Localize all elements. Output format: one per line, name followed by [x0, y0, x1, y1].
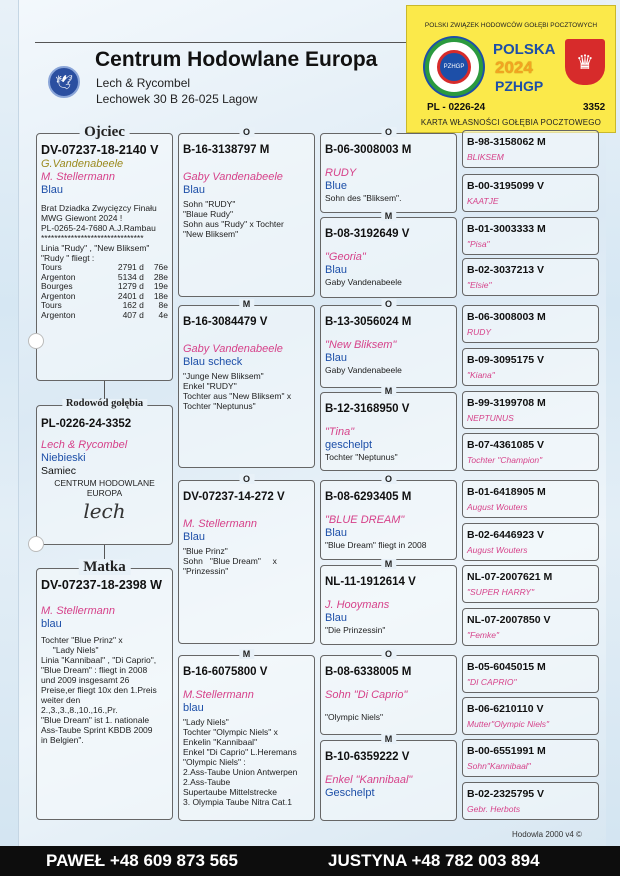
father-line-1: Linia "Rudy" , "New Bliksem" [41, 243, 150, 253]
gen3-tag: M [381, 211, 397, 221]
mother-text: Ass-Taube Sprint KBDB 2009 [41, 725, 153, 735]
stamp-ring: PL - 0226-24 [427, 102, 486, 113]
gen4-ring: B-02-3037213 V [467, 264, 545, 276]
table-row: Bourges 1279 d 19e [41, 281, 168, 291]
gen3-card [320, 649, 457, 735]
gen2-ring: B-16-3084479 V [183, 316, 268, 328]
gen4-name: "Elsie" [467, 280, 492, 290]
gen4-ring: NL-07-2007621 M [467, 571, 553, 583]
gen4-card [462, 258, 599, 296]
father-breeder-1: G.Vandenabeele [41, 158, 124, 170]
table-row: Tours 2791 d 76e [41, 262, 168, 272]
gen2-ring: B-16-6075800 V [183, 666, 268, 678]
gen4-card [462, 391, 599, 429]
pigeon-color: Niebieski [41, 452, 86, 464]
club-logo-icon: 🕊 [48, 66, 80, 98]
mother-tag: Matka [78, 559, 131, 575]
gen4-card [462, 217, 599, 255]
gen3-tag: O [381, 474, 396, 484]
stamp-short: PZHGP [495, 78, 544, 94]
gen3-text: Gaby Vandenabeele [325, 277, 402, 287]
gen2-color: Blau [183, 184, 206, 196]
father-breeder-2: M. Stellermann [41, 171, 115, 183]
gen3-color: Blau [325, 264, 348, 276]
breeder-name: Lech & Rycombel [96, 76, 191, 90]
table-row: Argenton 2401 d 18e [41, 290, 168, 301]
gen3-color: Blau [325, 527, 348, 539]
mother-breeder: M. Stellermann [41, 605, 115, 617]
father-ring: DV-07237-18-2140 V [41, 143, 159, 157]
gen3-breeder: "Tina" [325, 426, 355, 438]
father-line-2: "Rudy " fliegt : [41, 253, 95, 263]
gen3-ring: B-13-3056024 M [325, 316, 412, 328]
gen3-card [320, 299, 457, 388]
gen2-text: Supertaube Mittelstrecke [183, 787, 278, 797]
gen3-tag: O [381, 127, 396, 137]
gen2-text: "Prinzessin" [183, 566, 229, 576]
gen4-card [462, 523, 599, 561]
gen4-card [462, 433, 599, 471]
breeder-address: Lechowek 30 B 26-025 Lagow [96, 92, 258, 106]
polish-eagle-icon: ♛ [565, 39, 605, 85]
gen2-card [178, 649, 315, 821]
mother-ring: DV-07237-18-2398 W [41, 578, 162, 592]
gen2-text: "Olympic Niels" : [183, 757, 246, 767]
father-results-table [41, 263, 168, 320]
gen2-text: Enkel "Di Caprio" L.Heremans [183, 747, 297, 757]
gen2-tag: M [239, 649, 255, 659]
gen4-ring: B-00-6551991 M [467, 745, 546, 757]
gen2-text: Sohn aus "Rudy" x Tochter [183, 219, 284, 229]
gen4-card [462, 655, 599, 693]
gen3-color: Blau [325, 612, 348, 624]
gen4-card [462, 782, 599, 820]
mother-text: "Lady Niels" [41, 645, 99, 655]
gen3-breeder: "Georia" [325, 251, 366, 263]
gen2-breeder: Gaby Vandenabeele [183, 343, 283, 355]
gen4-card [462, 480, 599, 518]
gen4-name: "SUPER HARRY" [467, 587, 535, 597]
mother-text: Preise,er fliegt 10x den 1.Preis [41, 685, 157, 695]
stamp-serial: 3352 [583, 102, 606, 113]
gen3-ring: B-10-6359222 V [325, 751, 410, 763]
gen3-color: geschelpt [325, 439, 373, 451]
gen4-card [462, 130, 599, 168]
gen4-card [462, 697, 599, 735]
gen4-ring: B-00-3195099 V [467, 180, 545, 192]
gen2-text: Tochter "Olympic Niels" x [183, 727, 278, 737]
gen4-ring: B-06-6210110 V [467, 703, 544, 715]
contact-footer [0, 846, 620, 876]
stamp-year: 2024 [495, 58, 533, 77]
gen4-name: Mutter"Olympic Niels" [467, 719, 550, 729]
gen3-ring: B-08-3192649 V [325, 228, 410, 240]
gen4-name: "Pisa" [467, 239, 490, 249]
gen3-ring: B-08-6338005 M [325, 666, 412, 678]
mother-text: "Blue Dream" ist 1. nationale [41, 715, 150, 725]
punch-hole [28, 536, 44, 552]
gen2-color: Blau [183, 531, 206, 543]
mother-card [36, 559, 173, 820]
gen3-card [320, 734, 457, 821]
gen3-breeder: Sohn "Di Caprio" [325, 689, 408, 701]
gen4-ring: NL-07-2007850 V [467, 614, 551, 626]
contact-justyna: JUSTYNA +48 782 003 894 [328, 851, 540, 870]
mother-text: Tochter "Blue Prinz" x [41, 635, 123, 645]
gen4-name: KAATJE [467, 196, 499, 206]
gen4-ring: B-99-3199708 M [467, 397, 546, 409]
gen4-card [462, 739, 599, 777]
gen3-breeder: Enkel "Kannibaal" [325, 774, 413, 786]
gen4-ring: B-02-2325795 V [467, 788, 545, 800]
gen4-ring: B-01-3003333 M [467, 223, 546, 235]
father-card [36, 124, 173, 381]
gen2-breeder: M. Stellermann [183, 518, 257, 530]
gen4-name: Sohn"Kannibaal" [467, 761, 531, 771]
gen2-text: 2.Ass-Taube [183, 777, 231, 787]
gen4-ring: B-09-3095175 V [467, 354, 545, 366]
page-title: Centrum Hodowlane Europa [95, 48, 378, 71]
mother-text: weiter den [41, 695, 81, 705]
gen3-color: Blue [325, 180, 348, 192]
gen2-card [178, 474, 315, 644]
father-stars: ******************************* [41, 233, 144, 243]
gen2-text: Sohn "Blue Dream" x [183, 556, 277, 566]
signature: lech [83, 499, 126, 523]
gen4-ring: B-06-3008003 M [467, 311, 546, 323]
pigeon-centre: CENTRUM HODOWLANE EUROPA [54, 478, 155, 498]
gen3-tag: O [381, 299, 396, 309]
gen2-text: Tochter "Neptunus" [183, 401, 256, 411]
gen3-ring: B-06-3008003 M [325, 144, 412, 156]
gen2-color: blau [183, 702, 204, 714]
gen2-text: 2.Ass-Taube Union Antwerpen [183, 767, 298, 777]
gen3-breeder: RUDY [325, 167, 357, 179]
gen3-text: "Blue Dream" fliegt in 2008 [325, 540, 427, 550]
table-row: Tours 162 d 8e [41, 300, 168, 310]
gen4-ring: B-07-4361085 V [467, 439, 545, 451]
father-tag: Ojciec [79, 124, 130, 140]
gen4-card [462, 174, 599, 212]
gen2-ring: DV-07237-14-272 V [183, 491, 285, 503]
pigeon-sex: Samiec [41, 465, 77, 477]
gen3-card [320, 211, 457, 298]
gen4-ring: B-98-3158062 M [467, 136, 546, 148]
father-note-2: PL-0265-24-7680 A.J.Rambau [41, 223, 156, 233]
gen4-ring: B-02-6446923 V [467, 529, 545, 541]
gen2-ring: B-16-3138797 M [183, 144, 270, 156]
gen2-card [178, 127, 315, 297]
gen4-ring: B-01-6418905 M [467, 486, 546, 498]
stamp-org: POLSKI ZWIĄZEK HODOWCÓW GOŁĘBI POCZTOWYCH [424, 22, 598, 29]
mother-text: "Blue Dream" : fliegt in 2008 [41, 665, 148, 675]
gen3-ring: B-08-6293405 M [325, 491, 412, 503]
gen4-name: NEPTUNUS [467, 413, 514, 423]
gen3-breeder: "New Bliksem" [325, 339, 397, 351]
gen2-card [178, 299, 315, 468]
contact-pawel: PAWEŁ +48 609 873 565 [46, 851, 239, 870]
gen2-text: Sohn "RUDY" [183, 199, 236, 209]
gen2-breeder: M.Stellermann [183, 689, 254, 701]
mother-text: 2.,3.,3.,8.,10.,16.,Pr. [41, 705, 118, 715]
gen4-name: August Wouters [467, 545, 528, 555]
table-row: Argenton 5134 d 28e [41, 271, 168, 282]
gen3-text: "Olympic Niels" [325, 712, 383, 722]
father-note-1: Brat Dziadka Zwycięzcy Finału MWG Giewont 2024 ! [41, 203, 157, 223]
pigeon-tag: Rodowód gołębia [62, 399, 147, 409]
gen4-name: RUDY [467, 327, 492, 337]
father-color: Blau [41, 184, 64, 196]
pigeon-card [36, 398, 173, 545]
pigeon-ring: PL-0226-24-3352 [41, 418, 132, 430]
gen2-text: Tochter aus "New Bliksem" x [183, 391, 292, 401]
gen3-ring: NL-11-1912614 V [325, 576, 416, 588]
gen2-text: Enkel "RUDY" [183, 381, 237, 391]
gen4-card [462, 348, 599, 386]
gen3-tag: M [381, 734, 397, 744]
gen3-text: Gaby Vandenabeele [325, 365, 402, 375]
gen3-tag: O [381, 649, 396, 659]
gen3-text: Sohn des "Bliksem". [325, 193, 402, 203]
gen2-text: "Lady Niels" [183, 717, 229, 727]
gen2-text: "Junge New Bliksem" [183, 371, 264, 381]
table-row: Argenton 407 d 4e [41, 309, 168, 320]
gen4-name: Tochter "Champion" [467, 455, 543, 465]
gen4-card [462, 608, 599, 646]
pzhgp-emblem-icon [425, 38, 483, 96]
gen3-breeder: "BLUE DREAM" [325, 514, 405, 526]
gen4-name: "Femke" [467, 630, 500, 640]
emblem-text: PZHGP [437, 50, 471, 84]
gen2-text: "Blaue Rudy" [183, 209, 233, 219]
gen3-tag: M [381, 386, 397, 396]
gen3-card [320, 559, 457, 645]
gen4-ring: B-05-6045015 M [467, 661, 546, 673]
gen3-color: Blau [325, 352, 348, 364]
gen3-card [320, 386, 457, 471]
gen4-name: "Kiana" [467, 370, 495, 380]
gen2-breeder: Gaby Vandenabeele [183, 171, 283, 183]
gen3-text: Tochter "Neptunus" [325, 452, 398, 462]
gen2-tag: O [239, 474, 254, 484]
gen3-text: "Die Prinzessin" [325, 625, 386, 635]
mother-text: in Belgien". [41, 735, 84, 745]
stamp-card-label: KARTA WŁASNOŚCI GOŁĘBIA POCZTOWEGO [420, 118, 602, 127]
software-version: Hodowla 2000 v4 © [512, 830, 582, 839]
punch-hole [28, 333, 44, 349]
gen3-color: Geschelpt [325, 787, 375, 799]
gen4-card [462, 565, 599, 603]
header-rule [35, 42, 410, 43]
gen3-tag: M [381, 559, 397, 569]
gen4-name: BLIKSEM [467, 152, 504, 162]
gen2-tag: O [239, 127, 254, 137]
gen3-ring: B-12-3168950 V [325, 403, 410, 415]
gen3-card [320, 127, 457, 213]
gen2-text: Enkelin "Kannibaal" [183, 737, 258, 747]
gen2-tag: M [239, 299, 255, 309]
gen3-breeder: J. Hooymans [325, 599, 390, 611]
gen2-text: "New Bliksem" [183, 229, 239, 239]
pigeon-breeder: Lech & Rycombel [41, 439, 128, 451]
gen2-text: 3. Olympia Taube Nitra Cat.1 [183, 797, 292, 807]
gen4-name: August Wouters [467, 502, 528, 512]
gen2-text: "Blue Prinz" [183, 546, 228, 556]
gen3-card [320, 474, 457, 560]
ownership-card-stamp [406, 5, 616, 133]
mother-text: Linia "Kannibaal" , "Di Caprio", [41, 655, 157, 665]
gen4-card [462, 305, 599, 343]
gen4-name: "DI CAPRIO" [467, 677, 517, 687]
stamp-country: POLSKA [493, 41, 556, 58]
gen2-color: Blau scheck [183, 356, 243, 368]
mother-color: blau [41, 618, 62, 630]
mother-text: und 2009 insgesamt 26 [41, 675, 130, 685]
gen4-name: Gebr. Herbots [467, 804, 521, 814]
